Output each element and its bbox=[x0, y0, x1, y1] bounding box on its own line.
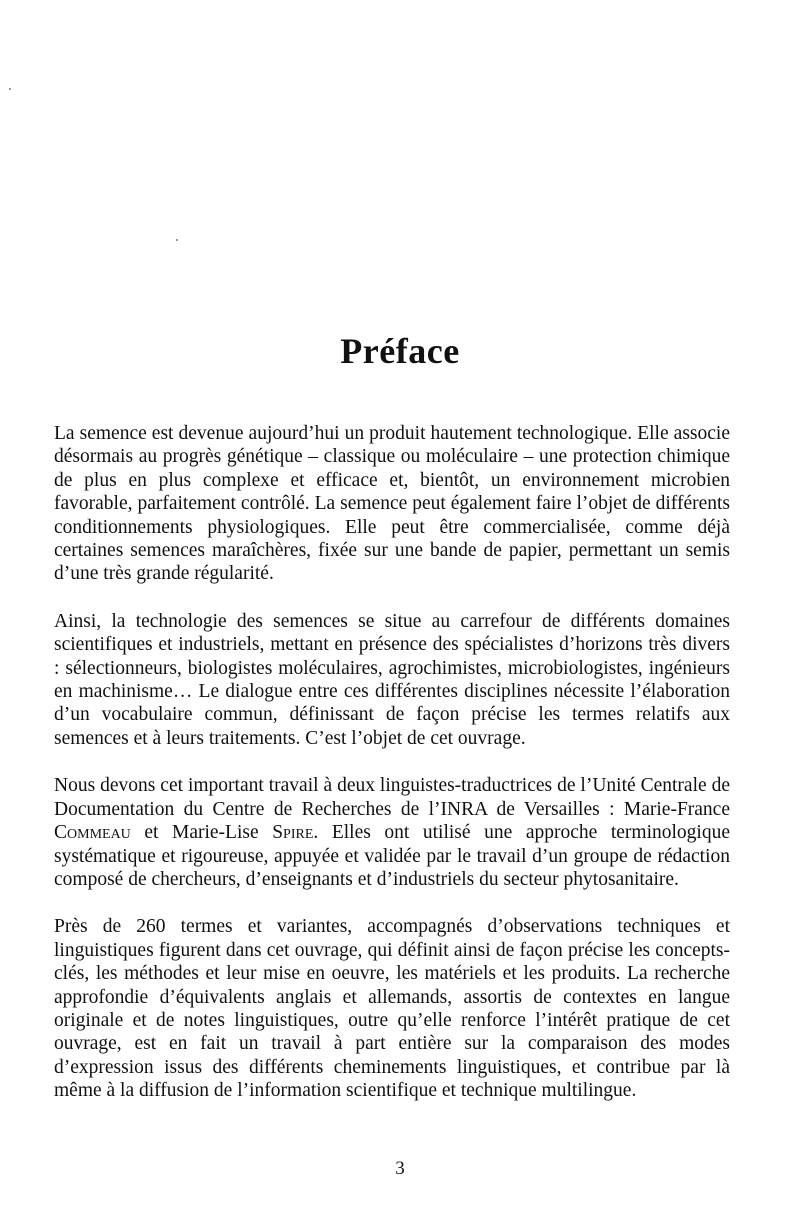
paragraph-text: Nous devons cet important travail à deux linguistes-traductrices de l’Unité Centrale de Documentation du Centre de Recherches de l’INRA de Versailles : Marie-France bbox=[54, 775, 730, 820]
page-title: Préface bbox=[340, 331, 460, 371]
paragraph bbox=[54, 774, 730, 891]
author-surname: Commeau bbox=[54, 822, 131, 844]
scan-speck bbox=[176, 239, 178, 241]
paragraph-text: et Marie-Lise bbox=[130, 822, 273, 844]
paragraph-text: . Elles ont utilisé une approche terminologique systématique et rigoureuse, appuyée et validée par le travail d’un groupe de rédaction composé de chercheurs, d’enseignants et d’industriels du secteur phytosanitaire. bbox=[54, 822, 730, 890]
paragraph-text: Près de 260 termes et variantes, accompagnés d’observations techniques et linguistiques figurent dans cet ouvrage, qui définit ainsi de façon précise les concepts-clés, les méthodes et leur mise en oeuvre, les matériels et les produits. La recherche approfondie d’équivalents anglais et allemands, assortis de contextes en langue originale et de notes linguistiques, outre qu’elle renforce l’intérêt pratique de cet ouvrage, est en fait un travail à part entière sur la comparaison des modes d’expression issus des différents cheminements linguistiques, et contribue par là même à la diffusion de l’information scientifique et technique multilingue. bbox=[54, 916, 730, 1102]
paragraph bbox=[54, 422, 730, 586]
paragraph bbox=[54, 610, 730, 750]
scan-speck bbox=[9, 88, 11, 90]
page-number: 3 bbox=[395, 1158, 405, 1179]
paragraph bbox=[54, 915, 730, 1102]
author-surname: Spire bbox=[272, 822, 314, 844]
paragraph-text: La semence est devenue aujourd’hui un produit hautement technologique. Elle associe désormais au progrès génétique – classique ou moléculaire – une protection chimique de plus en plus complexe et efficace et, bientôt, un environnement microbien favorable, parfaitement contrôlé. La semence peut également faire l’objet de différents conditionnements physiologiques. Elle peut être commercialisée, comme déjà certaines semences maraîchères, fixée sur une bande de papier, permettant un semis d’une très grande régularité. bbox=[54, 423, 730, 585]
preface-body bbox=[54, 422, 730, 1127]
paragraph-text: Ainsi, la technologie des semences se situe au carrefour de différents domaines scientifiques et industriels, mettant en présence des spécialistes d’horizons très divers : sélectionneurs, biologistes moléculaires, agrochimistes, microbiologistes, ingénieurs en machinisme… Le dialogue entre ces différentes disciplines nécessite l’élaboration d’un vocabulaire commun, définissant de façon précise les termes relatifs aux semences et à leurs traitements. C’est l’objet de cet ouvrage. bbox=[54, 610, 730, 749]
